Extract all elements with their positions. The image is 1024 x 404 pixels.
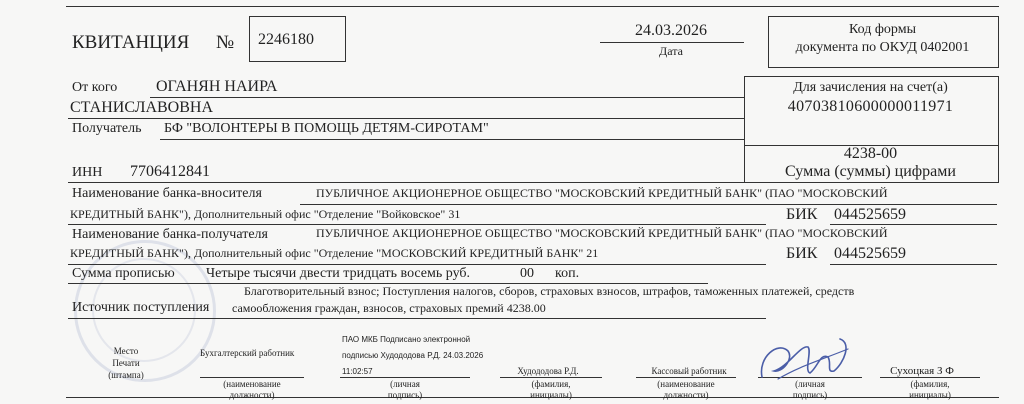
cashier-fio-line <box>880 377 980 378</box>
digital-signature-line3: 11:02:57 <box>342 367 373 376</box>
date-label: Дата <box>659 44 683 58</box>
stamp-place-line1: Место <box>113 346 139 356</box>
acc-signature-line <box>340 377 470 378</box>
receiver-bik-label: БИК <box>786 245 818 262</box>
caption-position-1b: должности) <box>229 390 275 400</box>
receiver-bank-underline <box>68 264 766 265</box>
account-label: Для зачисления на счет(а) <box>793 80 948 95</box>
cashier-handwritten-signature <box>748 327 858 389</box>
receipt-number: 2246180 <box>258 31 314 48</box>
caption-signature-1a: (личная <box>390 379 420 389</box>
caption-signature-1b: подпись) <box>387 390 423 400</box>
sender-bank-label: Наименование банка-вносителя <box>72 186 262 201</box>
cashier-name: Сухоцкая З Ф <box>890 365 954 377</box>
sender-bank-line1: ПУБЛИЧНОЕ АКЦИОНЕРНОЕ ОБЩЕСТВО "МОСКОВСКИЙ КРЕДИТНЫЙ БАНК" (ПАО "МОСКОВСКИЙ <box>316 186 888 200</box>
form-code-line1: Код формы <box>849 22 916 37</box>
receiver-bank-label: Наименование банка-получателя <box>72 227 268 242</box>
account-number: 40703810600000011971 <box>787 98 954 115</box>
digital-signature-line1: ПАО МКБ Подписано электронной <box>342 335 471 344</box>
receiver-bank-line1: ПУБЛИЧНОЕ АКЦИОНЕРНОЕ ОБЩЕСТВО "МОСКОВСКИЙ КРЕДИТНЫЙ БАНК" (ПАО "МОСКОВСКИЙ <box>316 226 888 240</box>
form-code-line2: документа по ОКУД 0402001 <box>795 40 970 55</box>
receiver-bik-value: 044525659 <box>834 245 906 262</box>
inn-label: ИНН <box>72 165 103 180</box>
acc-fio-line <box>500 377 602 378</box>
recipient-underline <box>160 139 744 140</box>
stamp-place-line2: Печати <box>112 358 140 368</box>
caption-position-1a: (наименование <box>223 379 281 389</box>
sender-bank-underline2 <box>68 224 766 225</box>
caption-fio-2b: инициалы) <box>909 390 951 400</box>
source-line2: самообложения граждан, взносов, страховых премий 4238.00 <box>232 301 546 315</box>
caption-fio-1a: (фамилия, <box>531 379 571 389</box>
amount-words-label: Сумма прописью <box>72 266 175 281</box>
amount-digits-label: Сумма (суммы) цифрами <box>785 163 956 180</box>
payer-label: От кого <box>72 80 118 95</box>
receiver-bank-line2: КРЕДИТНЫЙ БАНК"), Дополнительный офис "Отделение "МОСКОВСКИЙ КРЕДИТНЫЙ БАНК" 21 <box>70 246 599 260</box>
acc-position-line <box>200 377 304 378</box>
sender-bik-label: БИК <box>786 206 818 223</box>
number-sign: № <box>216 32 235 53</box>
source-underline <box>68 318 766 319</box>
cashier-position-line <box>636 377 736 378</box>
receipt-date: 24.03.2026 <box>635 22 707 39</box>
sender-bank-underline1 <box>300 204 997 205</box>
sender-bik-underline <box>830 224 997 225</box>
receipt-title: КВИТАНЦИЯ <box>72 32 190 53</box>
source-line1: Благотворительный взнос; Поступления налогов, сборов, страховых взносов, штрафов, таможенных платежей, средств <box>244 284 855 298</box>
kopecks-label: коп. <box>555 266 580 281</box>
cashier-label: Кассовый работник <box>651 366 727 376</box>
caption-signature-2b: подпись) <box>792 390 828 400</box>
recipient-name: БФ "ВОЛОНТЕРЫ В ПОМОЩЬ ДЕТЯМ-СИРОТАМ" <box>164 121 489 136</box>
recipient-label: Получатель <box>72 121 142 136</box>
caption-fio-2a: (фамилия, <box>910 379 950 389</box>
date-underline <box>600 42 744 43</box>
amount-words-value: Четыре тысячи двести тридцать восемь руб. <box>206 266 471 281</box>
payer-underline2 <box>68 118 744 119</box>
stamp-place-line3: (штампа) <box>108 370 144 380</box>
amount-kopecks: 00 <box>520 266 534 281</box>
payer-name-line1: ОГАНЯН НАИРА <box>156 78 278 95</box>
sender-bank-line2: КРЕДИТНЫЙ БАНК"), Дополнительный офис "Отделение "Войковское" 31 <box>70 207 461 221</box>
digital-signature-line2: подписью Худододова Р.Д. 24.03.2026 <box>342 351 484 360</box>
accountant-name: Худододова Р.Д. <box>517 366 579 376</box>
caption-position-2b: должности) <box>663 390 709 400</box>
sender-bik-value: 044525659 <box>834 206 906 223</box>
inn-underline <box>68 182 744 183</box>
receiver-bik-underline <box>830 264 997 265</box>
caption-position-2a: (наименование <box>657 379 715 389</box>
payer-underline1 <box>150 97 744 98</box>
caption-signature-2a: (личная <box>795 379 825 389</box>
source-label: Источник поступления <box>72 300 210 315</box>
payer-name-line2: СТАНИСЛАВОВНА <box>70 99 213 116</box>
amount-digits: 4238-00 <box>843 145 898 162</box>
inn-value: 7706412841 <box>130 163 210 180</box>
accountant-label: Бухгалтерский работник <box>200 348 295 358</box>
caption-fio-1b: инициалы) <box>530 390 572 400</box>
